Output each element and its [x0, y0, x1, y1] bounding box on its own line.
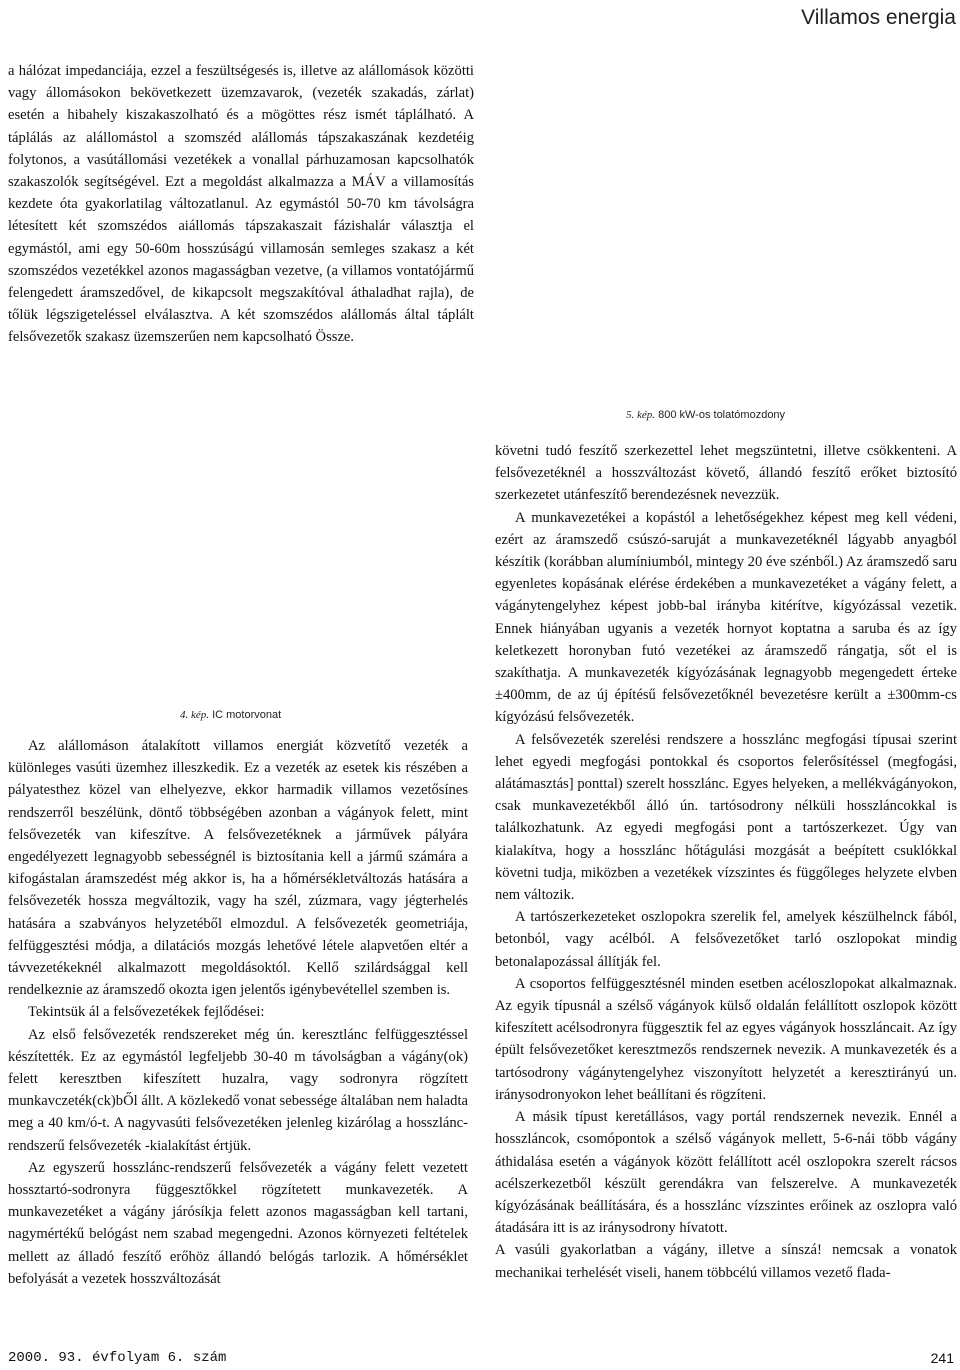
figure-caption-text: 800 kW-os tolatómozdony — [658, 409, 786, 421]
paragraph: a hálózat impedanciája, ezzel a feszültségesés is, illetve az alállomások közötti vagy állomásokon bekövetkezett üzemzavarok, (vezeték szakadás, zárlat) esetén a hibahely kiszakaszolható és a mögöttes rész ismét táplálható. A táplálás az alállomástol a szomszéd alállomás tápszakaszának kezdetéig folytonos, a vasútállomási vezetékek a vonallal párhuzamosan kapcsolhatók szakaszolók segítségével. Ezt a megoldást alkalmazza a MÁV a villamosítás kezdete óta gyakorlatilag változatlanul. Az egymástól 50-70 km távolságra létesített két szomszédos aiállomás tápszakaszait fázishalár választja el egymástól, ami egy 50-60m hosszúságú villamosán semleges szakasz a két szomszédos vezetékkel azonos magasságban vezetve, (a villamos vontatójármű felengedett áramszedővel, de kikapcsolt megszakítóval áthaladhat rajla), de tőlük légszigeteléssel elválasztva. A két szomszédos alállomás által táplált felsővezetők szakasz üzemszerűen nem kapcsolható Össze. — [8, 63, 474, 346]
paragraph: A másik típust keretállásos, vagy portál rendszernek nevezik. Ennél a hosszláncok, csomópontok a szélső vágányok mellett, 5-6-nái több vágány áthidalása esetén a vágányok között felállított acél oszlopokra szerelt rácsos acélszerkezetből készült gerendákra van felszerelve. A munkavezeték kígyózásának beállítására, és a hosszlánc vízszintes erőinek az oszlopra való átadására itt is az iránysodrony hívatott. — [495, 1109, 957, 1237]
figure-number: 5. kép. — [626, 409, 656, 421]
left-text-column — [8, 735, 468, 1290]
footer-issue: 2000. 93. évfolyam 6. szám — [8, 1350, 227, 1366]
paragraph: Az első felsővezeték rendszereket még ún. keresztlánc felfüggesztéssel készítették. Ez az egymástól legfeljebb 30-40 m távolságban a vágány(ok) felett keresztben kifeszített huzalra, vagy sodronyra rögzített munkavczeték(ck)bŐl állt. A közlekedő vonat sebessége általában nem haladta meg a 40 km/ó-t. A nagyvasúti felsővezetéken jelenleg kizárólag a hosszlánc-rendszerű felsővezeték -kialakítást értjük. — [8, 1026, 468, 1154]
figure-number: 4. kép. — [180, 709, 210, 721]
paragraph: A felsővezeték szerelési rendszere a hosszlánc megfogási típusai szerint lehet egyedi megfogási pontokkal és csoportos felerősítéssel (megfogási, alátámasztás] ponttal) szerelt hosszlánc. Egyes helyeken, a mellékvágányokon, csak munkavezetékből álló ún. tartósodrony nélküli hosszláncokkal is találkozhatunk. Az egyedi megfogási pont a tartószerkezet. Úgy van kialakítva, hogy a hosszlánc hőtágulási mozgását a beépített csuklókkal követni tudja, miközben a vezetékek vízszintes és függőleges helyzete elvben nem változik. — [495, 731, 957, 904]
paragraph: Tekintsük ál a felsővezetékek fejlődései: — [28, 1004, 265, 1021]
paragraph: Az alállomáson átalakított villamos energiát közvetítő vezeték a különleges vasúti üzemhez illeszkedik. Ez a vezeték az esetek kis részében a pályatesthez közel van elhelyezve, ekkor harmadik villamos vezetősínes rendszerről beszélünk, döntő többségében azonban a vágányok felett, mint felsővezeték van kifeszítve. A felsővezetéknek a járművek pályára engedélyezett legnagyobb sebességnél is biztosítania kell a jármű számára a kifogástalan áramszedést még akkor is, ha a hőmérsékletváltozás hatására a felsővezeték hossza megváltozik, vagy ha szél, zúzmara, vagy jégterhelés hatására a szabványos helyzetéből elmozdul. A felsővezeték geometriája, felfüggesztési módja, a dilatációs mozgás lehetővé létele alapvetően eltér a távvezetékeknél alkalmazott megoldásoktól. Kellő szilárdsággal kell rendelkeznie az áramszedő okozta igen jelentős igénybevétellel szemben is. — [8, 738, 468, 999]
paragraph: A tartószerkezeteket oszlopokra szerelik fel, amelyek készülhelnck fából, betonból, vagy acélból. A felsővezetőket tarló oszlopokat mindig betonalapozással állítják fel. — [495, 909, 957, 970]
paragraph: A csoportos felfüggesztésnél minden esetben acéloszlopokat alkalmaznak. Az egyik típusnál a szélső vágányok külső oldalán felállított oszlopok között kifeszített acélsodronyra függesztik fel az egyes vágányok hosszláncait. Az így épült felsővezetőket keresztmezős rendszernek nevezik. A munkavezeték és a tartósodrony vágánytengelyhez viszonyított helyzetét a keresztirányú un. iránysodronyokon lehet beállítani és rögzíteni. — [495, 975, 957, 1103]
figure-4-caption — [180, 709, 340, 721]
right-text-column — [495, 440, 957, 1284]
paragraph: A munkavezetékei a kopástól a lehetőségekhez képest meg kell védeni, ezért az áramszedő csúszó-saruját a munkavezetéknél lágyabb anyagból készítik (korábban alumíniumból, mintegy 20 éve szénből.) Az áramszedő saru egyenletes kopásának elérése érdekében a munkavezetéket a vágány felett, a vágánytengelyhez képest jobb-bal irányba kitérítve, kígyózással vezetik. Ennek hiányában ugyanis a vezeték hornyot koptatna a saruba és az így keletkezett horonyban futó vezetékei az áramszedő rángatja, sőt el is szakíthatja. A munkavezeték kígyózásának legnagyobb megengedett érteke ±400mm, de az új építésű felsővezetőknél bevezetésre került a ±300mm-cs kígyózású felsővezeték. — [495, 509, 957, 726]
top-text-column — [8, 60, 474, 349]
paragraph: A vasúli gyakorlatban a vágány, illetve a sínszá! nemcsak a vonatok mechanikai terhelését viseli, hanem többcélú villamos vezető flada- — [495, 1242, 957, 1281]
paragraph: Az egyszerű hosszlánc-rendszerű felsővezeték a vágány felett vezetett hossztartó-sodronyra függesztőkkel rögzítetett munkavezeték. A munkavezetéket a vágány járósíkja felett azonos magasságban kell tartani, nagymértékű belógást nem szabad megengedni. Azonos környezeti feltételek mellett az álladó feszítő erőhöz állandó belógás tarlozik. A hőmérséklet befolyását a vezetek hosszváltozását — [8, 1159, 468, 1287]
footer-page-number: 241 — [930, 1350, 954, 1366]
paragraph: követni tudó feszítő szerkezettel lehet megszüntetni, illetve csökkenteni. A felsővezetéknél a hosszváltozást követő, állandó feszítő erőket biztosító szerkezetet utánfeszítő berendezésnek nevezzük. — [495, 443, 957, 504]
running-header-title: Villamos energia — [801, 6, 956, 29]
figure-caption-text: IC motorvonat — [212, 709, 282, 721]
figure-5-caption — [626, 409, 826, 421]
